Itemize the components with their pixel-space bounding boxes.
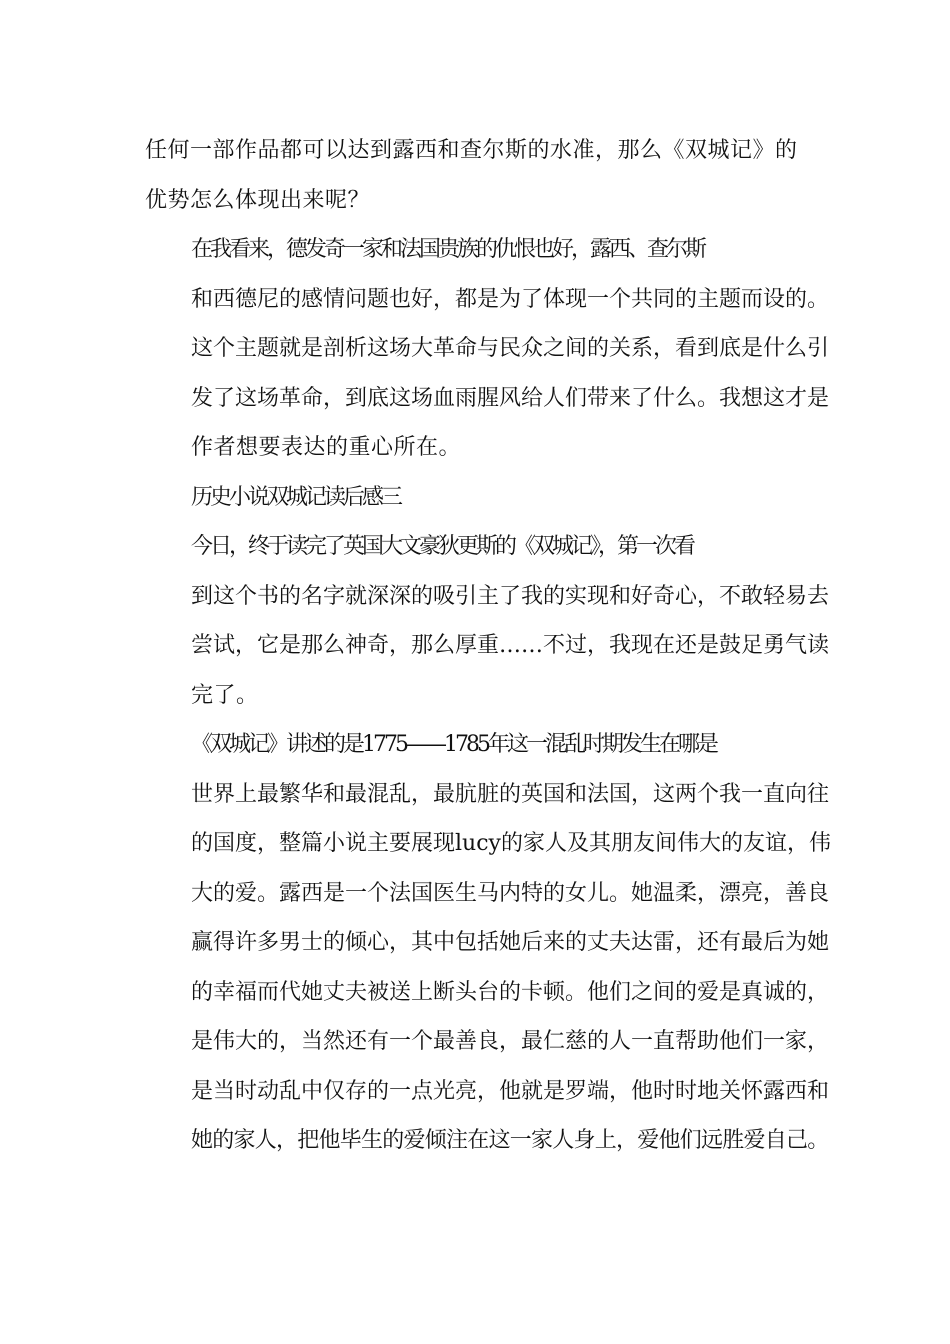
text-line: 今日，终于读完了英国大文豪狄更斯的《双城记》，第一次看 [191,534,694,559]
text-line: 任何一部作品都可以达到露西和查尔斯的水准，那么《双城记》的 [145,138,798,163]
text-line: 世界上最繁华和最混乱，最肮脏的英国和法国，这两个我一直向往 [191,781,830,807]
paragraph-1 [145,126,835,225]
text-line: 是伟大的，当然还有一个最善良，最仁慈的人一直帮助他们一家， [191,1029,830,1054]
text-line: 大的爱。露西是一个法国医生马内特的女儿。她温柔，漂亮，善良 [191,880,830,906]
text-line: 的幸福而代她丈夫被送上断头台的卡顿。他们之间的爱是真诚的， [191,979,830,1005]
text-line: 这个主题就是剖析这场大革命与民众之间的关系，看到底是什么引 [191,336,830,361]
text-line: 作者想要表达的重心所在。 [191,435,462,460]
text-line: 和西德尼的感情问题也好，都是为了体现一个共同的主题而设的。 [191,286,830,312]
paragraph-5 [145,720,835,1166]
text-line: 尝试，它是那么神奇，那么厚重……不过，我现在还是鼓足勇气读 [191,633,830,658]
text-line: 她的家人，把他毕生的爱倾注在这一家人身上，爱他们远胜爱自己。 [191,1128,829,1153]
text-line: 赢得许多男士的倾心，其中包括她后来的丈夫达雷，还有最后为她 [191,930,830,955]
text-line: 历史小说双城记读后感三 [191,484,401,510]
text-line: 优势怎么体现出来呢？ [145,187,371,213]
text-line: 完了。 [191,682,259,708]
text-line: 到这个书的名字就深深的吸引主了我的实现和好奇心，不敢轻易去 [191,583,830,609]
document-body [145,126,835,1166]
text-line: 是当时动乱中仅存的一点光亮，他就是罗端，他时时地关怀露西和 [191,1078,830,1104]
paragraph-4 [145,522,835,720]
text-line: 在我看来，德发奇一家和法国贵族的仇恨也好，露西、查尔斯 [191,237,705,262]
text-line: 《双城记》讲述的是1775——1785年这一混乱时期发生在哪是 [191,732,716,757]
paragraph-3 [145,473,835,523]
text-line: 的国度，整篇小说主要展现lucy的家人及其朋友间伟大的友谊，伟 [191,831,831,856]
text-line: 发了这场革命，到底这场血雨腥风给人们带来了什么。我想这才是 [191,385,830,411]
paragraph-2 [145,225,835,473]
